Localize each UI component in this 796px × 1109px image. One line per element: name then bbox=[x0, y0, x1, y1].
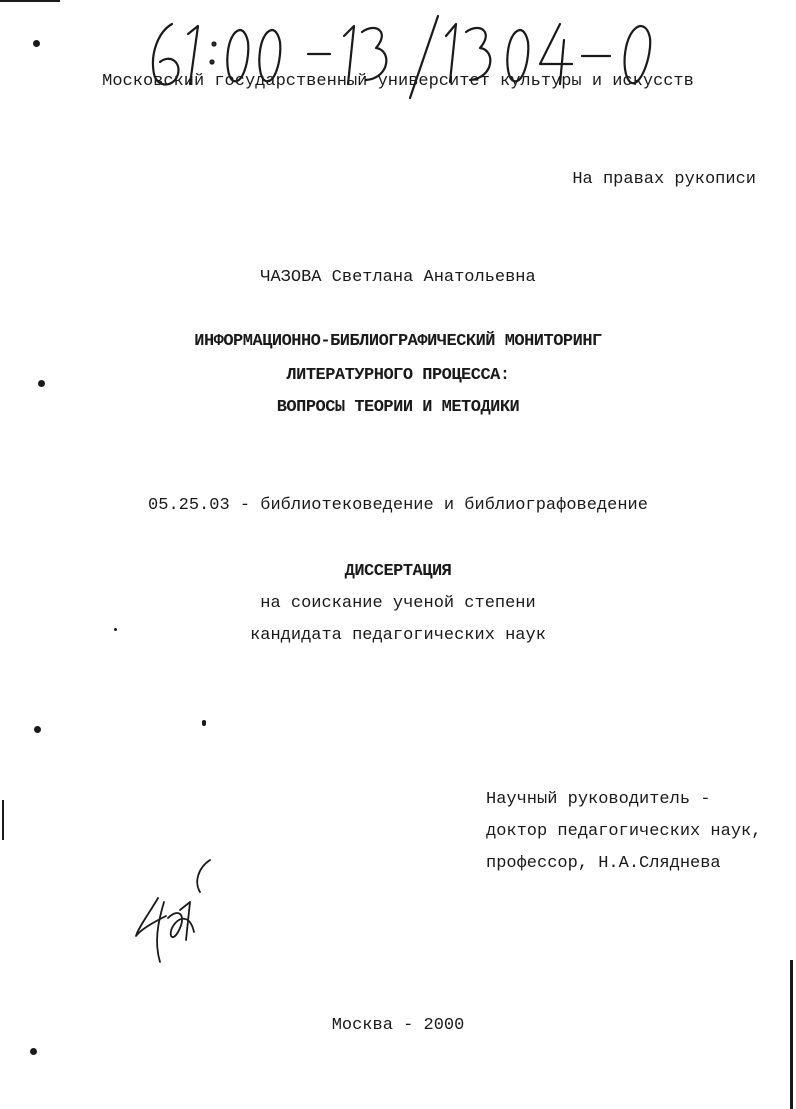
scan-edge-right bbox=[790, 960, 793, 1109]
manuscript-rights-note: На правах рукописи bbox=[572, 170, 756, 189]
scan-edge-left bbox=[2, 800, 4, 840]
binding-hole-mark bbox=[34, 726, 41, 733]
speck-mark bbox=[114, 628, 117, 631]
dissertation-heading: ДИССЕРТАЦИЯ bbox=[344, 562, 452, 581]
speck-mark bbox=[202, 720, 206, 726]
title-line-2: ЛИТЕРАТУРНОГО ПРОЦЕССА: bbox=[286, 366, 510, 385]
supervisor-line-3: профессор, Н.А.Сляднева bbox=[486, 854, 721, 873]
author-name: ЧАЗОВА Светлана Анатольевна bbox=[260, 268, 536, 287]
binding-hole-mark bbox=[33, 40, 40, 47]
supervisor-line-2: доктор педагогических наук, bbox=[486, 822, 762, 841]
place-and-year: Москва - 2000 bbox=[331, 1016, 465, 1035]
handwritten-signature bbox=[128, 858, 218, 968]
scan-edge-top bbox=[0, 0, 60, 2]
supervisor-line-1: Научный руководитель - bbox=[486, 790, 711, 809]
specialty-code: 05.25.03 - библиотековедение и библиографоведение bbox=[148, 496, 648, 515]
degree-line-2: кандидата педагогических наук bbox=[250, 626, 546, 645]
binding-hole-mark bbox=[30, 1048, 37, 1055]
binding-hole-mark bbox=[38, 380, 45, 387]
degree-line-1: на соискание ученой степени bbox=[260, 594, 536, 613]
title-line-3: ВОПРОСЫ ТЕОРИИ И МЕТОДИКИ bbox=[276, 398, 520, 417]
institution-name: Московский государственный университет культуры и искусств bbox=[102, 72, 694, 91]
title-line-1: ИНФОРМАЦИОННО-БИБЛИОГРАФИЧЕСКИЙ МОНИТОРИНГ bbox=[194, 332, 602, 351]
